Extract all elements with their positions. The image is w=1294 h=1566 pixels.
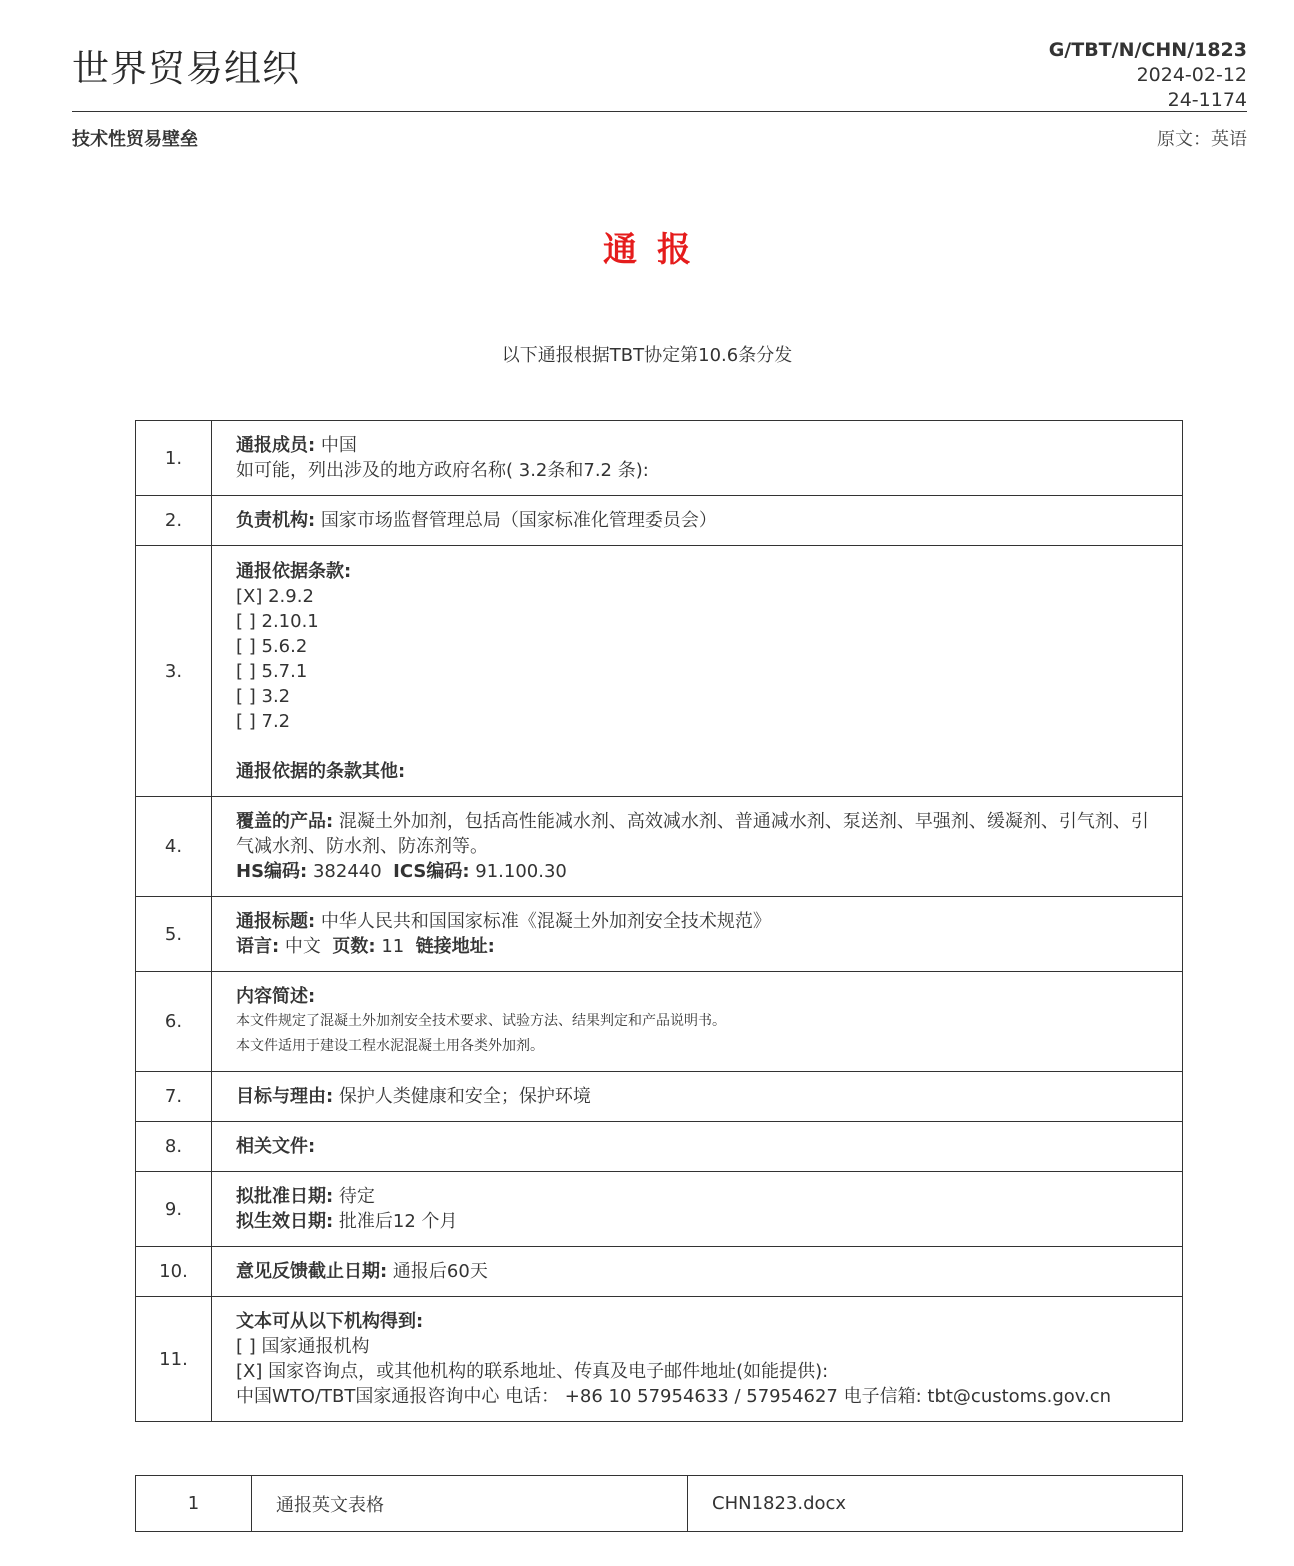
original-language: 原文：英语 [1157, 129, 1247, 150]
row-number: 10. [136, 1247, 212, 1297]
table-row [136, 897, 1183, 972]
notification-subtitle: 以下通报根据TBT协定第10.6条分发 [501, 345, 793, 366]
option-item: [ ] 5.6.2 [236, 635, 308, 657]
row-number: 5. [136, 897, 212, 972]
attachment-index: 1 [136, 1476, 252, 1532]
field-label: 链接地址: [415, 936, 495, 957]
field-label: 目标与理由: [236, 1086, 334, 1107]
row-number: 3. [136, 546, 212, 797]
row-content [212, 1297, 1183, 1422]
field-label: 语言: [236, 936, 280, 957]
field-label: 页数: [332, 936, 376, 957]
field-label: 文本可从以下机构得到: [236, 1311, 424, 1332]
table-row [136, 1122, 1183, 1172]
field-value: 待定 [333, 1186, 375, 1207]
row-number: 4. [136, 797, 212, 897]
row-content [212, 421, 1183, 496]
field-note: 如可能，列出涉及的地方政府名称( 3.2条和7.2 条): [236, 460, 649, 481]
field-value: 本文件适用于建设工程水泥混凝土用各类外加剂。 [236, 1038, 544, 1054]
row-number: 11. [136, 1297, 212, 1422]
field-value: 国家市场监督管理总局（国家标准化管理委员会） [315, 510, 717, 531]
document-number: 24-1174 [1167, 89, 1247, 111]
row-number: 9. [136, 1172, 212, 1247]
field-label: 通报依据条款: [236, 560, 352, 582]
field-value: 91.100.30 [469, 861, 567, 882]
field-value: 11 [375, 936, 405, 957]
field-label: 内容简述: [236, 986, 316, 1007]
field-value: 通报后60天 [387, 1261, 488, 1282]
document-reference [1049, 38, 1247, 113]
field-label: HS编码: [236, 861, 308, 882]
field-label: 意见反馈截止日期: [236, 1261, 388, 1282]
table-row [136, 421, 1183, 496]
option-item: [ ] 7.2 [236, 710, 291, 732]
row-content [212, 897, 1183, 972]
row-content [212, 546, 1183, 797]
table-row [136, 496, 1183, 546]
org-name: 世界贸易组织 [72, 47, 300, 90]
field-label: 负责机构: [236, 510, 316, 531]
table-row [136, 797, 1183, 897]
field-value: 中国 [315, 435, 357, 456]
table-row [136, 1072, 1183, 1122]
row-number: 8. [136, 1122, 212, 1172]
attachment-file-link[interactable]: CHN1823.docx [688, 1476, 1183, 1532]
field-label: 通报成员: [236, 435, 316, 456]
field-value: 382440 [307, 861, 382, 882]
committee-name: 技术性贸易壁垒 [72, 129, 198, 150]
header-divider [72, 111, 1247, 112]
field-label: 通报依据的条款其他: [236, 760, 406, 782]
field-value: 批准后12 个月 [333, 1211, 458, 1232]
table-row [136, 546, 1183, 797]
notification-title: 通报 [603, 230, 711, 270]
row-content [212, 1247, 1183, 1297]
table-row [136, 1476, 1183, 1532]
attachment-table [135, 1475, 1183, 1532]
option-item: [ ] 2.10.1 [236, 610, 319, 632]
row-number: 2. [136, 496, 212, 546]
row-number: 1. [136, 421, 212, 496]
document-symbol: G/TBT/N/CHN/1823 [1048, 39, 1247, 61]
field-value: 本文件规定了混凝土外加剂安全技术要求、试验方法、结果判定和产品说明书。 [236, 1013, 726, 1029]
field-label: 拟生效日期: [236, 1211, 334, 1232]
table-row [136, 1247, 1183, 1297]
option-item: [ ] 国家通报机构 [236, 1336, 370, 1357]
document-date: 2024-02-12 [1136, 64, 1247, 86]
field-value: 中华人民共和国国家标准《混凝土外加剂安全技术规范》 [315, 911, 771, 932]
table-row [136, 1172, 1183, 1247]
row-content [212, 1122, 1183, 1172]
row-content [212, 1172, 1183, 1247]
attachment-description: 通报英文表格 [252, 1476, 688, 1532]
option-item: [X] 国家咨询点，或其他机构的联系地址、传真及电子邮件地址(如能提供): [236, 1361, 829, 1382]
field-value: 混凝土外加剂，包括高性能减水剂、高效减水剂、普通减水剂、泵送剂、早强剂、缓凝剂、引气剂、引气减水剂、防水剂、防冻剂等。 [236, 811, 1149, 857]
option-item: [ ] 3.2 [236, 685, 291, 707]
field-value: 保护人类健康和安全；保护环境 [333, 1086, 591, 1107]
row-content [212, 972, 1183, 1072]
field-label: 相关文件: [236, 1136, 316, 1157]
option-item: [X] 2.9.2 [236, 585, 314, 607]
field-label: 通报标题: [236, 911, 316, 932]
row-content [212, 1072, 1183, 1122]
row-content [212, 496, 1183, 546]
row-number: 7. [136, 1072, 212, 1122]
row-number: 6. [136, 972, 212, 1072]
contact-info: 中国WTO/TBT国家通报咨询中心 电话： +86 10 57954633 / 57954627 电子信箱: tbt@customs.gov.cn [236, 1386, 1112, 1407]
field-value: 中文 [279, 936, 321, 957]
field-label: 覆盖的产品: [236, 811, 334, 832]
field-label: 拟批准日期: [236, 1186, 334, 1207]
table-row [136, 972, 1183, 1072]
table-row [136, 1297, 1183, 1422]
option-item: [ ] 5.7.1 [236, 660, 308, 682]
field-label: ICS编码: [393, 861, 470, 882]
notification-table [135, 420, 1183, 1422]
row-content [212, 797, 1183, 897]
